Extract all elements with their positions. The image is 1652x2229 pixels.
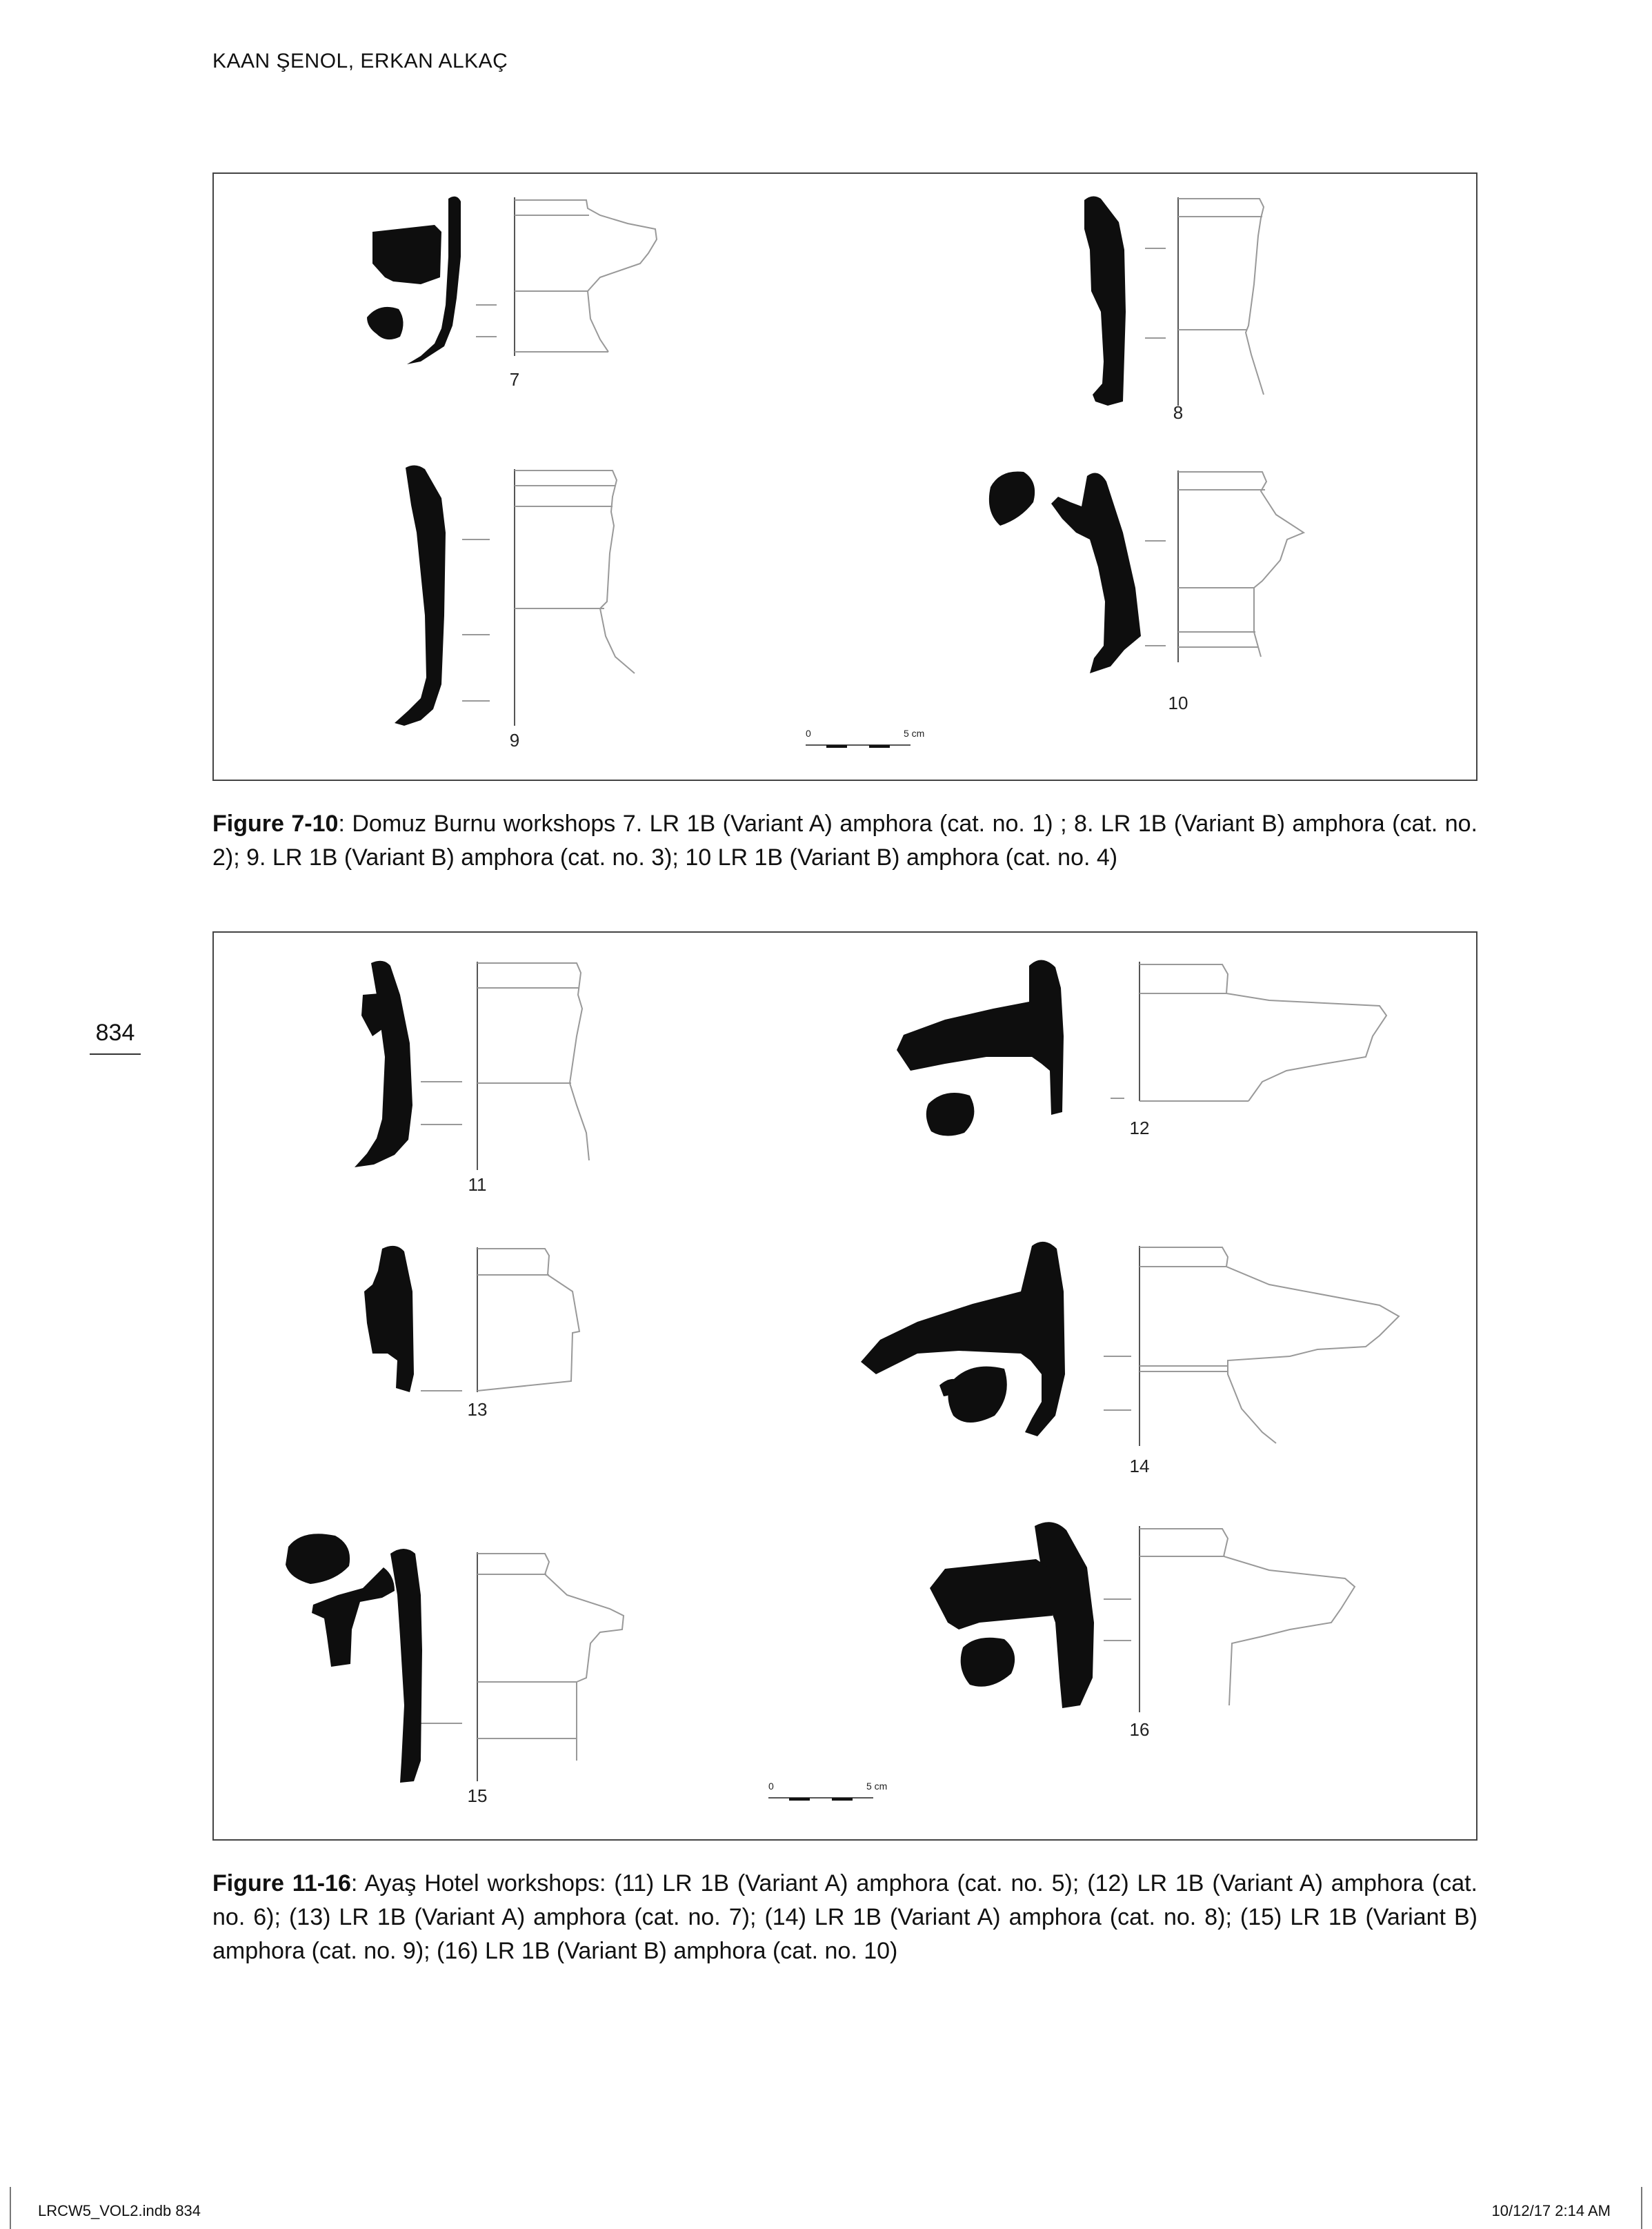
caption-lead: Figure 7-10	[212, 811, 339, 837]
figure-11-16-panel	[212, 931, 1477, 1841]
figure-label-14: 14	[1129, 1456, 1150, 1476]
scale-bar	[768, 1781, 887, 1799]
caption-text: : Domuz Burnu workshops 7. LR 1B (Variant A) amphora (cat. no. 1) ; 8. LR 1B (Variant B) amphora (cat. no. 2); 9. LR 1B (Variant B) amphora (cat. no. 3); 10 LR 1B (Variant B) amphora (cat. no. 4)	[212, 811, 1477, 871]
figure-label-9: 9	[509, 730, 520, 751]
scale-max: 5 cm	[866, 1781, 888, 1792]
caption-text: : Ayaş Hotel workshops: (11) LR 1B (Variant A) amphora (cat. no. 5); (12) LR 1B (Variant A) amphora (cat. no. 6); (13) LR 1B (Variant A) amphora (cat. no. 7); (14) LR 1B (Variant A) amphora (cat. no. 8); (15) LR 1B (Variant B) amphora (cat. no. 9); (16) LR 1B (Variant B) amphora (cat. no. 10)	[212, 1870, 1478, 1964]
figure-label-13: 13	[467, 1399, 488, 1420]
scale-zero: 0	[768, 1781, 774, 1792]
figure-7-10-panel	[212, 172, 1477, 781]
caption-lead: Figure 11-16	[212, 1870, 351, 1896]
scale-max: 5 cm	[904, 728, 925, 739]
figure-label-11: 11	[468, 1174, 487, 1195]
figure-7-10-drawings	[214, 174, 1476, 780]
figure-label-16: 16	[1129, 1719, 1150, 1740]
running-head: KAAN ŞENOL, ERKAN ALKAÇ	[212, 50, 508, 72]
figure-label-8: 8	[1173, 402, 1184, 423]
figure-11-16-drawings	[214, 933, 1476, 1839]
figure-label-10: 10	[1168, 693, 1188, 713]
figure-label-12: 12	[1129, 1118, 1150, 1138]
print-slug-left: LRCW5_VOL2.indb 834	[38, 2202, 201, 2219]
figure-label-15: 15	[467, 1785, 488, 1806]
crop-mark-right	[1641, 2187, 1642, 2229]
figure-label-7: 7	[509, 369, 520, 390]
print-slug-right: 10/12/17 2:14 AM	[1491, 2202, 1611, 2219]
page-number: 834	[90, 1020, 141, 1055]
scale-zero: 0	[806, 728, 811, 739]
scale-bar	[806, 728, 924, 746]
figure-11-16-caption	[212, 1867, 1477, 1968]
crop-mark-left	[10, 2187, 11, 2229]
figure-7-10-caption	[212, 807, 1477, 875]
